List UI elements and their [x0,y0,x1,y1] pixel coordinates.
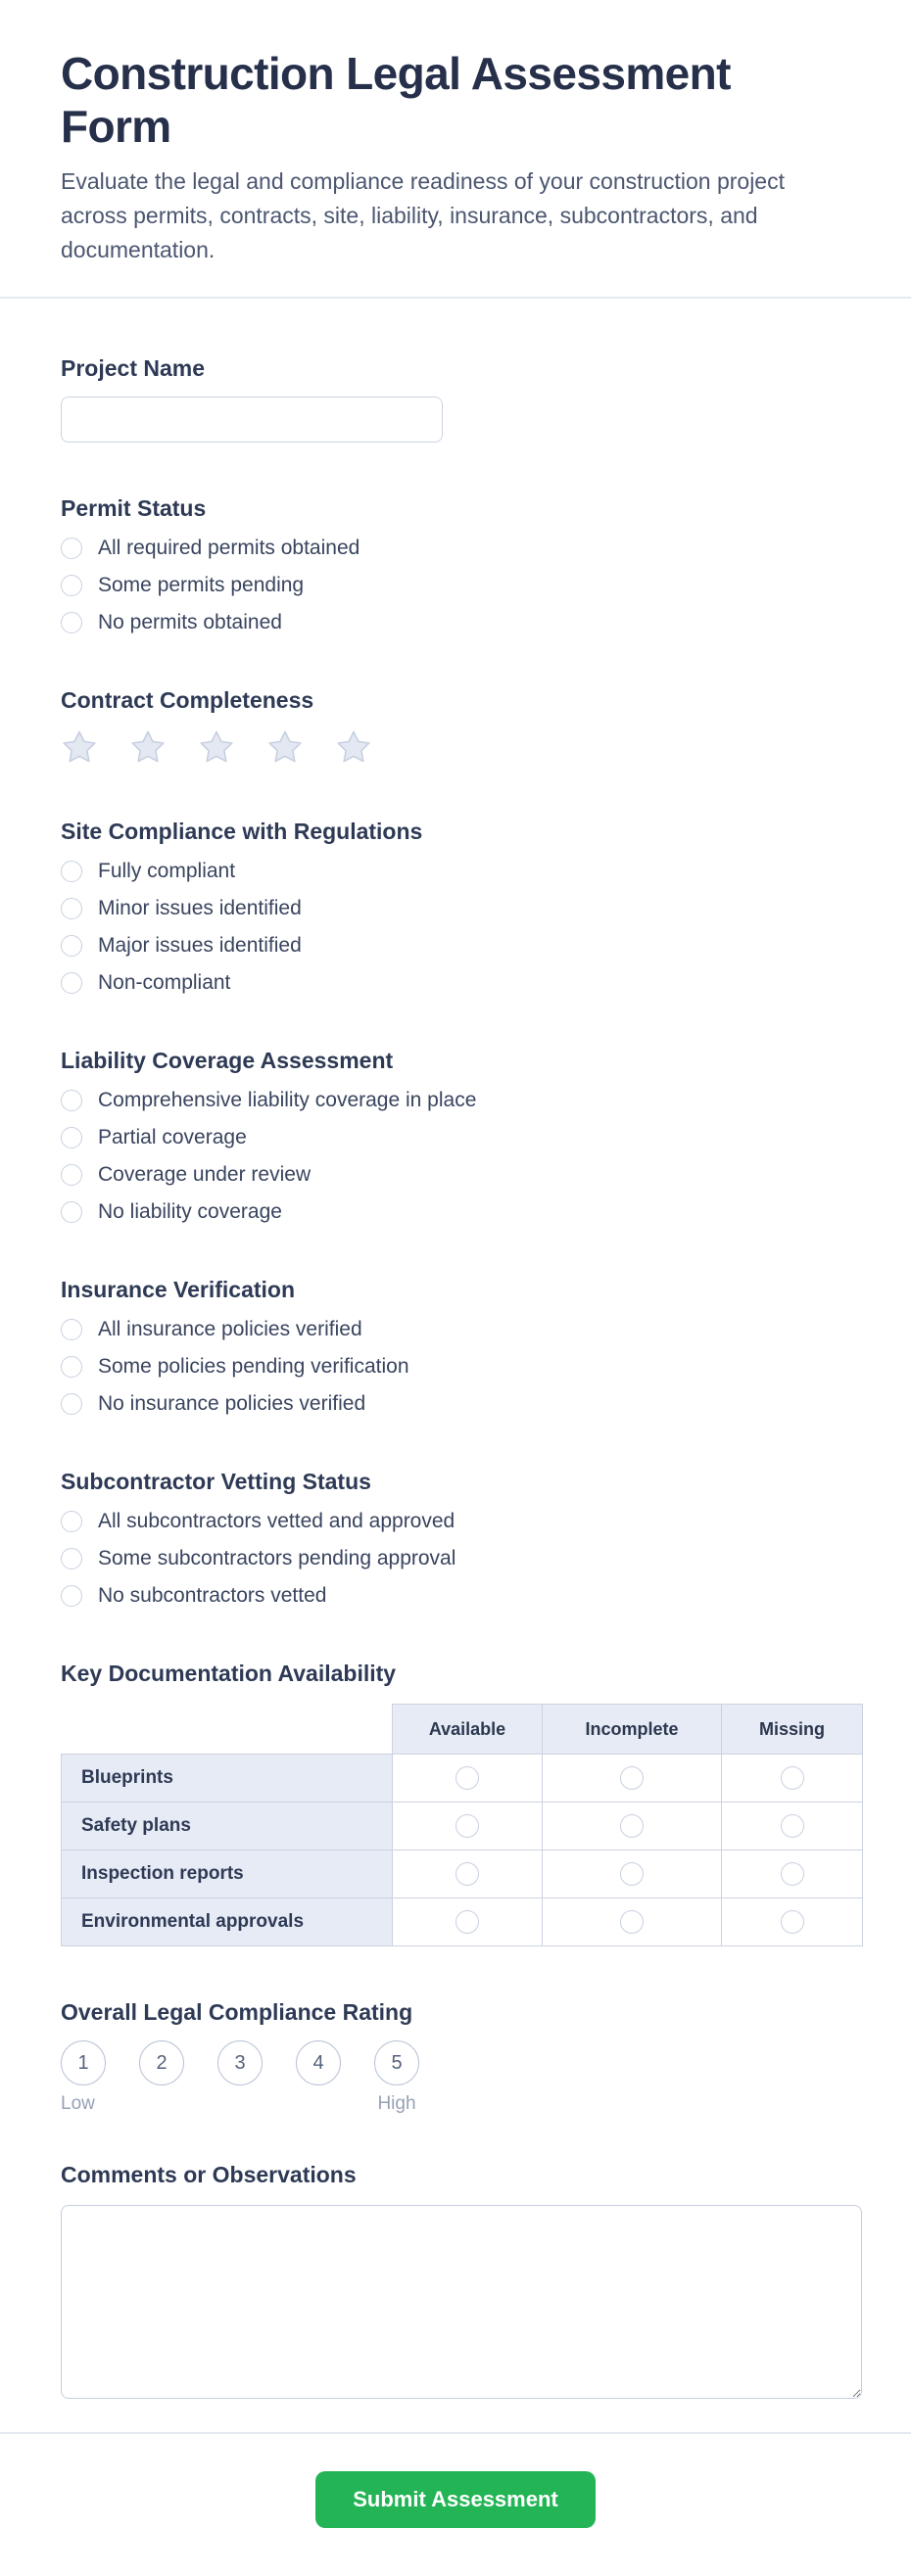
radio-icon [61,1090,82,1111]
radio-icon [620,1814,644,1838]
radio-option-label: Non-compliant [98,971,231,994]
radio-icon [620,1766,644,1790]
scale-options [61,2040,850,2085]
scale-endpoint-labels [61,2093,419,2115]
radio-icon [61,1511,82,1532]
submit-button[interactable]: Submit Assessment [315,2471,595,2528]
star-icon[interactable] [61,728,98,766]
star-icon[interactable] [129,728,167,766]
radio-option-label: Major issues identified [98,934,302,957]
star-rating [61,728,850,766]
field-subcontractor-vetting-status [61,1467,850,1608]
radio-option-label: No subcontractors vetted [98,1584,327,1607]
radio-icon [781,1814,804,1838]
field-overall-legal-compliance-rating [61,1997,850,2115]
radio-icon [61,1393,82,1415]
radio-option-label: Coverage under review [98,1163,312,1186]
radio-option[interactable] [61,934,850,958]
matrix-row [62,1803,863,1850]
field-key-documentation-availability [61,1659,850,1946]
scale-option[interactable]: 2 [139,2040,184,2085]
matrix-row [62,1898,863,1946]
form-title: Construction Legal Assessment Form [61,48,731,152]
radio-option-label: No insurance policies verified [98,1392,366,1415]
matrix-header-row [62,1705,863,1755]
header-divider [0,297,911,299]
form-subtitle: Evaluate the legal and compliance readiness of your construction project across permits, contracts, site, liability, insurance, subcontractors, and documentation. [61,168,785,262]
field-label: Subcontractor Vetting Status [61,1469,371,1494]
radio-icon [456,1766,479,1790]
radio-icon [61,898,82,919]
radio-option-label: All subcontractors vetted and approved [98,1510,456,1532]
radio-icon [456,1862,479,1886]
matrix-corner-cell [62,1705,393,1755]
radio-icon [456,1910,479,1934]
field-label: Comments or Observations [61,2162,357,2187]
radio-option[interactable] [61,611,850,634]
radio-option[interactable] [61,860,850,883]
matrix-cell[interactable] [393,1898,543,1946]
radio-option[interactable] [61,574,850,597]
matrix-cell[interactable] [543,1850,722,1898]
field-project-name [61,353,850,443]
matrix-cell[interactable] [722,1850,863,1898]
scale-low-label: Low [61,2093,95,2114]
matrix-cell[interactable] [722,1898,863,1946]
radio-icon [61,1319,82,1340]
matrix-row-label: Blueprints [62,1755,393,1803]
matrix-row-label: Environmental approvals [62,1898,393,1946]
matrix-row [62,1850,863,1898]
radio-option[interactable] [61,1547,850,1570]
matrix-cell[interactable] [543,1803,722,1850]
radio-option[interactable] [61,1318,850,1341]
scale-option[interactable]: 5 [374,2040,419,2085]
radio-icon [620,1910,644,1934]
radio-icon [61,1356,82,1378]
radio-option-label: Some policies pending verification [98,1355,409,1378]
field-label: Insurance Verification [61,1277,296,1302]
field-site-compliance-with-regulations [61,817,850,995]
matrix-cell[interactable] [722,1803,863,1850]
radio-option[interactable] [61,1584,850,1608]
radio-icon [61,1201,82,1223]
radio-option[interactable] [61,1392,850,1416]
matrix-row [62,1755,863,1803]
form-header [0,0,911,297]
radio-option-label: Comprehensive liability coverage in place [98,1089,477,1111]
radio-icon [620,1862,644,1886]
scale-high-label: High [377,2093,416,2114]
field-label: Contract Completeness [61,687,314,713]
matrix-cell[interactable] [393,1803,543,1850]
scale-option[interactable]: 3 [217,2040,263,2085]
radio-option[interactable] [61,1126,850,1149]
radio-option[interactable] [61,1510,850,1533]
radio-group [61,537,850,634]
field-permit-status [61,493,850,634]
comments-or-observations-textarea[interactable] [61,2205,862,2399]
field-label: Project Name [61,355,206,381]
field-label: Overall Legal Compliance Rating [61,1999,413,2025]
radio-option-label: Partial coverage [98,1126,247,1148]
radio-icon [61,575,82,596]
radio-option[interactable] [61,1355,850,1379]
matrix-cell[interactable] [722,1755,863,1803]
scale-option[interactable]: 4 [296,2040,341,2085]
matrix-row-label: Safety plans [62,1803,393,1850]
radio-option-label: Some subcontractors pending approval [98,1547,456,1569]
matrix-cell[interactable] [393,1850,543,1898]
radio-icon [781,1910,804,1934]
star-icon[interactable] [266,728,304,766]
radio-icon [61,935,82,957]
matrix-cell[interactable] [543,1898,722,1946]
radio-option[interactable] [61,1200,850,1224]
field-contract-completeness [61,685,850,766]
form-fields [0,353,911,2399]
radio-icon [61,1548,82,1569]
field-label: Key Documentation Availability [61,1661,397,1686]
radio-icon [61,538,82,559]
radio-group [61,1318,850,1416]
radio-option[interactable] [61,1163,850,1187]
radio-icon [61,861,82,882]
form-footer [0,2434,911,2576]
radio-option-label: Minor issues identified [98,897,302,919]
radio-icon [61,612,82,633]
radio-icon [781,1766,804,1790]
matrix-column-header: Incomplete [543,1705,722,1755]
radio-option[interactable] [61,971,850,995]
radio-option[interactable] [61,537,850,560]
matrix-column-header: Available [393,1705,543,1755]
radio-option-label: No liability coverage [98,1200,282,1223]
matrix-cell[interactable] [543,1755,722,1803]
scale-option[interactable]: 1 [61,2040,106,2085]
field-label: Liability Coverage Assessment [61,1048,394,1073]
radio-icon [61,1127,82,1148]
matrix-row-label: Inspection reports [62,1850,393,1898]
matrix-column-header: Missing [722,1705,863,1755]
field-label: Site Compliance with Regulations [61,819,423,844]
radio-option-label: All insurance policies verified [98,1318,362,1340]
radio-option-label: All required permits obtained [98,537,360,559]
radio-option-label: Fully compliant [98,860,236,882]
matrix-table [61,1704,863,1946]
radio-icon [781,1862,804,1886]
radio-group [61,1510,850,1608]
matrix-cell[interactable] [393,1755,543,1803]
radio-icon [61,1585,82,1607]
star-icon[interactable] [335,728,372,766]
radio-option-label: Some permits pending [98,574,305,596]
radio-group [61,1089,850,1224]
radio-option[interactable] [61,1089,850,1112]
field-label: Permit Status [61,495,207,521]
radio-icon [61,972,82,994]
matrix-table-wrap [61,1704,850,1946]
field-insurance-verification [61,1275,850,1416]
radio-icon [456,1814,479,1838]
star-icon[interactable] [198,728,235,766]
radio-icon [61,1164,82,1186]
radio-option-label: No permits obtained [98,611,282,633]
radio-option[interactable] [61,897,850,920]
field-comments-or-observations [61,2160,850,2399]
project-name-input[interactable] [61,397,443,443]
radio-group [61,860,850,995]
field-liability-coverage-assessment [61,1046,850,1224]
